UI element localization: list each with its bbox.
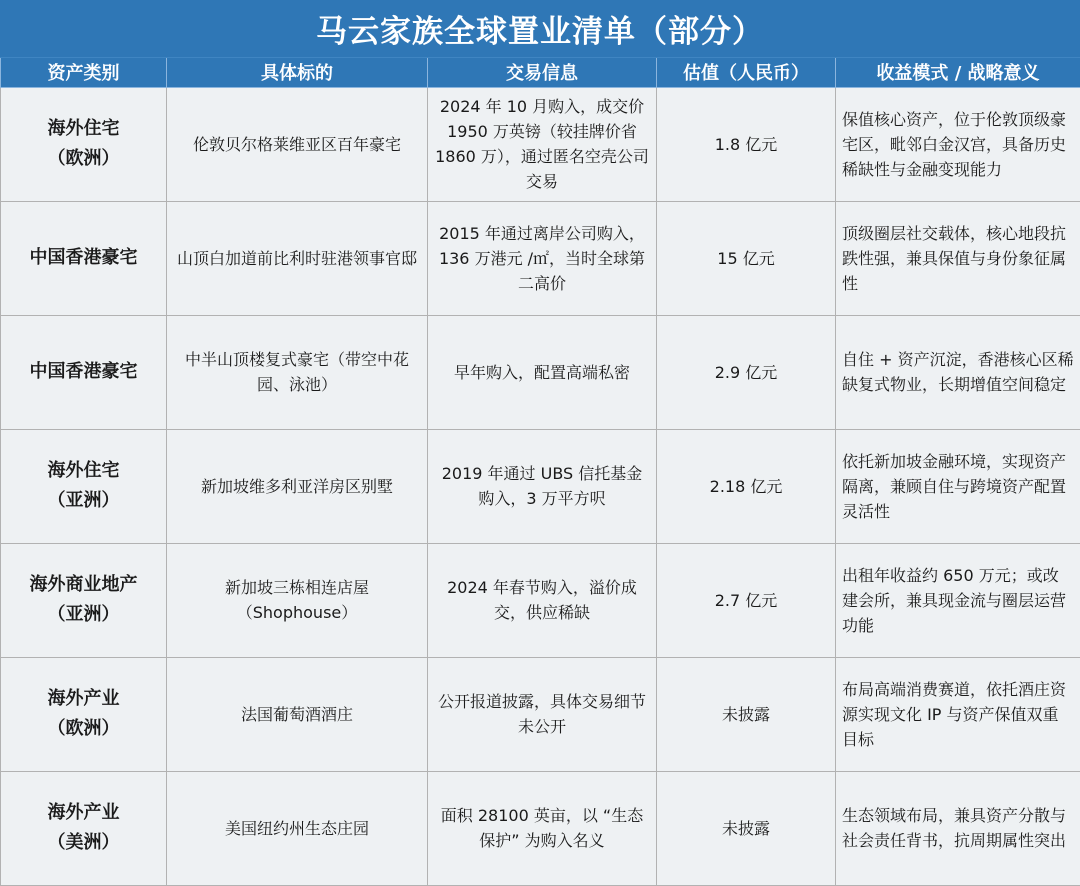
valuation: 15 亿元 xyxy=(657,201,836,315)
strategy-note: 保值核心资产，位于伦敦顶级豪宅区，毗邻白金汉宫，具备历史稀缺性与金融变现能力 xyxy=(836,87,1080,201)
asset-target: 美国纽约州生态庄园 xyxy=(167,771,428,885)
table-header-row xyxy=(1,58,1080,87)
table-row xyxy=(1,543,1080,657)
asset-table xyxy=(0,58,1080,886)
valuation: 1.8 亿元 xyxy=(657,87,836,201)
transaction-info: 面积 28100 英亩，以 “生态保护” 为购入名义 xyxy=(428,771,657,885)
transaction-info: 2024 年春节购入，溢价成交，供应稀缺 xyxy=(428,543,657,657)
asset-target: 山顶白加道前比利时驻港领事官邸 xyxy=(167,201,428,315)
column-header-category: 资产类别 xyxy=(1,58,167,87)
table-row xyxy=(1,429,1080,543)
strategy-note: 依托新加坡金融环境，实现资产隔离，兼顾自住与跨境资产配置灵活性 xyxy=(836,429,1080,543)
asset-region: （美洲） xyxy=(9,828,158,858)
table-row xyxy=(1,771,1080,885)
strategy-note: 生态领域布局，兼具资产分散与社会责任背书，抗周期属性突出 xyxy=(836,771,1080,885)
asset-region: （亚洲） xyxy=(9,486,158,516)
asset-category: 中国香港豪宅 xyxy=(9,357,158,387)
valuation: 未披露 xyxy=(657,771,836,885)
column-header-target: 具体标的 xyxy=(167,58,428,87)
column-header-valuation: 估值（人民币） xyxy=(657,58,836,87)
asset-target: 中半山顶楼复式豪宅（带空中花园、泳池） xyxy=(167,315,428,429)
transaction-info: 早年购入，配置高端私密 xyxy=(428,315,657,429)
asset-category-cell xyxy=(1,429,167,543)
valuation: 未披露 xyxy=(657,657,836,771)
transaction-info: 2015 年通过离岸公司购入，136 万港元 /㎡，当时全球第二高价 xyxy=(428,201,657,315)
asset-target: 新加坡三栋相连店屋（Shophouse） xyxy=(167,543,428,657)
transaction-info: 2024 年 10 月购入，成交价 1950 万英镑（较挂牌价省 1860 万），通过匿名空壳公司交易 xyxy=(428,87,657,201)
table-row xyxy=(1,87,1080,201)
table-row xyxy=(1,201,1080,315)
asset-region: （亚洲） xyxy=(9,600,158,630)
asset-category-cell xyxy=(1,771,167,885)
strategy-note: 顶级圈层社交载体，核心地段抗跌性强，兼具保值与身份象征属性 xyxy=(836,201,1080,315)
asset-category: 海外产业 xyxy=(9,798,158,828)
asset-target: 法国葡萄酒酒庄 xyxy=(167,657,428,771)
valuation: 2.7 亿元 xyxy=(657,543,836,657)
table-row xyxy=(1,657,1080,771)
asset-target: 伦敦贝尔格莱维亚区百年豪宅 xyxy=(167,87,428,201)
column-header-strategy: 收益模式 / 战略意义 xyxy=(836,58,1080,87)
page-title: 马云家族全球置业清单（部分） xyxy=(0,0,1080,58)
asset-category-cell xyxy=(1,201,167,315)
asset-region: （欧洲） xyxy=(9,144,158,174)
asset-region: （欧洲） xyxy=(9,714,158,744)
asset-category: 海外住宅 xyxy=(9,114,158,144)
asset-target: 新加坡维多利亚洋房区别墅 xyxy=(167,429,428,543)
asset-category-cell xyxy=(1,543,167,657)
valuation: 2.18 亿元 xyxy=(657,429,836,543)
transaction-info: 2019 年通过 UBS 信托基金购入，3 万平方呎 xyxy=(428,429,657,543)
asset-category: 中国香港豪宅 xyxy=(9,243,158,273)
transaction-info: 公开报道披露，具体交易细节未公开 xyxy=(428,657,657,771)
asset-category-cell xyxy=(1,657,167,771)
strategy-note: 自住 + 资产沉淀，香港核心区稀缺复式物业，长期增值空间稳定 xyxy=(836,315,1080,429)
asset-category-cell xyxy=(1,87,167,201)
asset-category: 海外住宅 xyxy=(9,456,158,486)
column-header-transaction: 交易信息 xyxy=(428,58,657,87)
table-row xyxy=(1,315,1080,429)
asset-category: 海外产业 xyxy=(9,684,158,714)
strategy-note: 出租年收益约 650 万元；或改建会所，兼具现金流与圈层运营功能 xyxy=(836,543,1080,657)
asset-category: 海外商业地产 xyxy=(9,570,158,600)
strategy-note: 布局高端消费赛道，依托酒庄资源实现文化 IP 与资产保值双重目标 xyxy=(836,657,1080,771)
asset-category-cell xyxy=(1,315,167,429)
valuation: 2.9 亿元 xyxy=(657,315,836,429)
